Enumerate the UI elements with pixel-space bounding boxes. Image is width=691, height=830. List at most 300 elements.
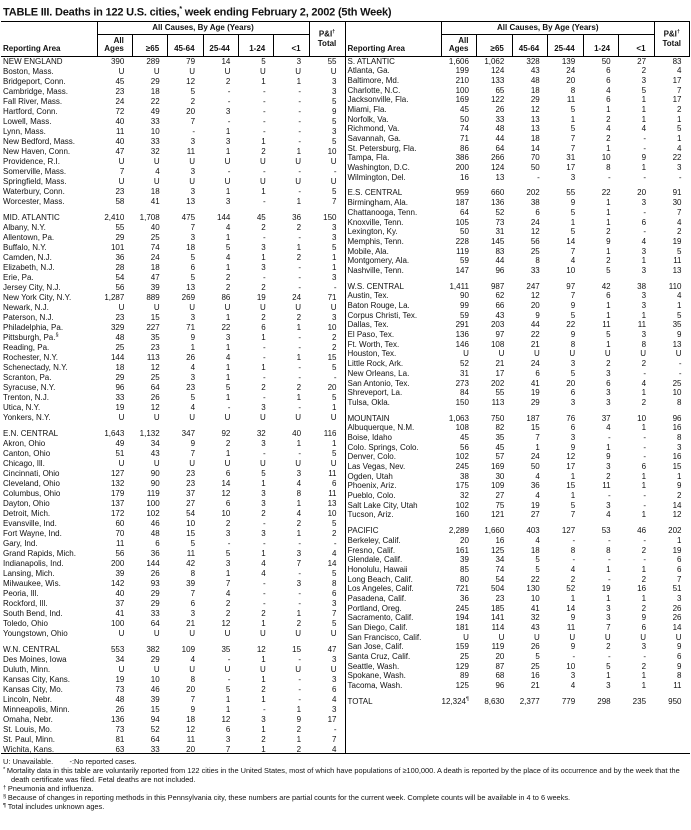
- value-cell: U: [224, 458, 231, 468]
- reporting-area-cell: Colo. Springs, Colo.: [347, 442, 419, 452]
- value-cell: -: [227, 538, 231, 548]
- value-cell: U: [224, 66, 231, 76]
- value-cell: U: [533, 632, 540, 642]
- value-cell: 25: [150, 372, 160, 382]
- value-cell: 5: [570, 207, 576, 217]
- value-cell: -: [607, 432, 611, 442]
- value-cell: 20: [566, 75, 576, 85]
- value-cell: U: [259, 458, 266, 468]
- value-cell: 19: [530, 388, 540, 398]
- value-cell: 1: [261, 674, 266, 684]
- reporting-area-cell: Austin, Tex.: [347, 291, 389, 301]
- value-cell: 2: [225, 438, 231, 448]
- value-cell: 9: [641, 153, 647, 163]
- value-cell: 3: [570, 172, 576, 182]
- value-cell: 159: [455, 642, 469, 652]
- reporting-area-cell: Tucson, Ariz.: [347, 510, 394, 520]
- reporting-area-cell: Des Moines, Iowa: [3, 654, 67, 664]
- value-cell: 45: [115, 76, 125, 86]
- value-cell: 3: [296, 548, 302, 558]
- value-cell: 5: [332, 136, 337, 146]
- value-cell: 1: [606, 442, 611, 452]
- value-cell: 21: [530, 681, 540, 691]
- reporting-area-cell: Montgomery, Ala.: [347, 256, 410, 266]
- value-cell: 1: [261, 724, 266, 734]
- value-cell: 53: [601, 526, 611, 536]
- table-row: [1, 177, 345, 187]
- value-cell: 1,643: [104, 428, 125, 438]
- value-cell: 6: [332, 684, 337, 694]
- value-cell: 108: [490, 339, 505, 349]
- reporting-area-cell: Grand Rapids, Mich.: [3, 548, 76, 558]
- value-cell: U: [189, 412, 196, 422]
- pi-label: P&I: [663, 29, 677, 39]
- value-cell: 50: [460, 114, 469, 124]
- reporting-area-cell: Toledo, Ohio: [3, 618, 48, 628]
- reporting-area-cell: St. Petersburg, Fla.: [347, 143, 417, 153]
- value-cell: 1: [225, 342, 231, 352]
- value-cell: 5: [641, 85, 647, 95]
- value-cell: 50: [530, 163, 540, 173]
- value-cell: 110: [668, 281, 682, 291]
- value-cell: U: [569, 349, 576, 359]
- value-cell: 3: [190, 372, 196, 382]
- col-header-all-ages: All Ages: [97, 35, 132, 57]
- value-cell: 5: [332, 242, 337, 252]
- value-cell: 5: [332, 116, 337, 126]
- value-cell: U: [189, 156, 196, 166]
- value-cell: 96: [495, 265, 505, 275]
- value-cell: 328: [526, 56, 540, 66]
- value-cell: U: [330, 458, 337, 468]
- value-cell: -: [607, 491, 611, 501]
- table-row: [1, 117, 345, 127]
- value-cell: 29: [150, 588, 160, 598]
- value-cell: 5: [190, 392, 196, 402]
- value-cell: 9: [606, 236, 611, 246]
- value-cell: 28: [115, 262, 125, 272]
- value-cell: 44: [530, 320, 540, 330]
- value-cell: 5: [261, 56, 266, 66]
- value-cell: -: [298, 448, 302, 458]
- value-cell: 5: [332, 96, 337, 106]
- value-cell: 29: [115, 372, 125, 382]
- value-cell: 3: [641, 291, 647, 301]
- value-cell: 8: [677, 397, 682, 407]
- value-cell: 6: [606, 95, 611, 105]
- value-cell: 2,410: [104, 212, 125, 222]
- table-row: [1, 745, 345, 753]
- value-cell: 2: [261, 608, 266, 618]
- value-cell: 1: [225, 372, 231, 382]
- value-cell: 13: [186, 282, 196, 292]
- value-cell: 56: [115, 548, 125, 558]
- table-row: [346, 154, 690, 164]
- value-cell: U: [118, 412, 125, 422]
- value-cell: 1: [261, 136, 266, 146]
- reporting-area-cell: Lincoln, Nebr.: [3, 694, 52, 704]
- footnote-marker: ¶: [465, 696, 469, 703]
- value-cell: U: [330, 664, 337, 674]
- table-row: [346, 340, 690, 350]
- table-row: [346, 398, 690, 408]
- value-cell: 200: [455, 163, 469, 173]
- value-cell: 32: [150, 146, 160, 156]
- table-row: [1, 413, 345, 423]
- reporting-area-cell: Fall River, Mass.: [3, 96, 63, 106]
- value-cell: 12: [221, 618, 231, 628]
- section-row: [346, 697, 690, 707]
- value-cell: U: [463, 349, 469, 359]
- table-row: [346, 633, 690, 643]
- value-cell: 5: [225, 382, 231, 392]
- value-cell: 4: [535, 535, 540, 545]
- table-row: [1, 479, 345, 489]
- value-cell: 13: [186, 196, 196, 206]
- table-row: [1, 87, 345, 97]
- value-cell: 2: [641, 603, 647, 613]
- col-header-age-group: All Causes, By Age (Years): [442, 22, 655, 35]
- value-cell: 41: [530, 378, 540, 388]
- value-cell: 2: [296, 744, 302, 753]
- value-cell: U: [295, 664, 302, 674]
- value-cell: 2: [261, 146, 266, 156]
- value-cell: 1: [225, 312, 231, 322]
- value-cell: 20: [186, 106, 196, 116]
- reporting-area-cell: Allentown, Pa.: [3, 232, 55, 242]
- table-row: [1, 665, 345, 675]
- table-row: [1, 629, 345, 639]
- table-row: [346, 546, 690, 556]
- value-cell: 23: [186, 468, 196, 478]
- value-cell: 3: [641, 330, 647, 340]
- col-header-1-24: 1-24: [238, 35, 273, 57]
- value-cell: U: [675, 632, 682, 642]
- value-cell: 2: [641, 359, 647, 369]
- value-cell: 19: [601, 584, 611, 594]
- table-row: [1, 127, 345, 137]
- value-cell: 5: [606, 330, 611, 340]
- value-cell: 29: [530, 397, 540, 407]
- value-cell: 56: [460, 442, 469, 452]
- value-cell: 144: [217, 212, 231, 222]
- value-cell: 31: [495, 227, 505, 237]
- table-row: [1, 263, 345, 273]
- pi-label: P&I: [318, 29, 333, 39]
- table-row: [346, 643, 690, 653]
- reporting-area-cell: Denver, Colo.: [347, 452, 396, 462]
- value-cell: 24: [566, 66, 576, 76]
- value-cell: 35: [221, 644, 231, 654]
- value-cell: U: [604, 632, 611, 642]
- value-cell: U: [330, 412, 337, 422]
- table-row: [1, 489, 345, 499]
- value-cell: 23: [186, 382, 196, 392]
- table-row: [1, 695, 345, 705]
- value-cell: 145: [490, 236, 505, 246]
- col-header-45-64: 45-64: [168, 35, 203, 57]
- value-cell: 11: [116, 538, 125, 548]
- reporting-area-cell: Fort Wayne, Ind.: [3, 528, 62, 538]
- table-row: [346, 237, 690, 247]
- value-cell: 86: [460, 143, 469, 153]
- value-cell: 35: [495, 432, 505, 442]
- value-cell: 185: [490, 603, 505, 613]
- value-cell: 17: [495, 368, 505, 378]
- value-cell: 2: [606, 359, 611, 369]
- value-cell: 3: [332, 654, 337, 664]
- value-cell: 16: [495, 535, 505, 545]
- value-cell: 9: [190, 704, 196, 714]
- reporting-area-cell: Schenectady, N.Y.: [3, 362, 68, 372]
- reporting-area-cell: Memphis, Tenn.: [347, 236, 404, 246]
- footnote: § Because of changes in reporting methods in this Pennsylvania city, these numbers are partial counts for the current week. Complete counts will be available in 4 to 6 weeks.: [3, 792, 571, 802]
- value-cell: 76: [566, 413, 576, 423]
- value-cell: U: [189, 176, 196, 186]
- value-cell: 119: [491, 642, 505, 652]
- value-cell: 11: [673, 681, 682, 691]
- value-cell: 7: [190, 116, 196, 126]
- value-cell: 8: [570, 85, 576, 95]
- value-cell: 7: [677, 574, 682, 584]
- value-cell: 1: [296, 608, 302, 618]
- value-cell: -: [298, 372, 302, 382]
- value-cell: 269: [181, 292, 196, 302]
- table-row: [1, 167, 345, 177]
- value-cell: 7: [296, 558, 302, 568]
- value-cell: 29: [150, 654, 160, 664]
- pi-label-total: Total: [317, 38, 337, 48]
- value-cell: 660: [490, 188, 505, 198]
- value-cell: 18: [530, 545, 540, 555]
- value-cell: U: [224, 664, 231, 674]
- value-cell: -: [298, 166, 302, 176]
- value-cell: 33: [150, 608, 160, 618]
- value-cell: 3: [190, 186, 196, 196]
- reporting-area-cell: Washington, D.C.: [347, 163, 410, 173]
- table-row: [1, 373, 345, 383]
- table-row: [346, 594, 690, 604]
- value-cell: -: [643, 227, 647, 237]
- value-cell: U: [224, 412, 231, 422]
- value-cell: 1: [225, 392, 231, 402]
- table-row: [1, 579, 345, 589]
- value-cell: 3: [677, 593, 682, 603]
- value-cell: 7: [225, 578, 231, 588]
- value-cell: 49: [150, 106, 160, 116]
- value-cell: 52: [150, 724, 160, 734]
- reporting-area-cell: Miami, Fla.: [347, 104, 387, 114]
- value-cell: 40: [115, 588, 125, 598]
- reporting-area-cell: New Bedford, Mass.: [3, 136, 76, 146]
- footnote: U: Unavailable. -:No reported cases.: [3, 756, 137, 766]
- value-cell: 2: [641, 397, 647, 407]
- value-cell: -: [678, 172, 682, 182]
- reporting-area-cell: Corpus Christi, Tex.: [347, 310, 418, 320]
- table-row: [346, 462, 690, 472]
- value-cell: 1: [225, 186, 231, 196]
- table-title-text: TABLE III. Deaths in 122 U.S. cities,: [3, 6, 180, 19]
- value-cell: U: [189, 664, 196, 674]
- value-cell: 4: [641, 378, 647, 388]
- value-cell: -: [263, 392, 266, 402]
- value-cell: 15: [186, 528, 196, 538]
- value-cell: 9: [570, 613, 576, 623]
- value-cell: 29: [530, 95, 540, 105]
- value-cell: 203: [490, 320, 505, 330]
- value-cell: 20: [566, 378, 576, 388]
- value-cell: 24: [115, 96, 125, 106]
- value-cell: 18: [115, 362, 125, 372]
- value-cell: 8: [332, 578, 337, 588]
- reporting-area-cell: Akron, Ohio: [3, 438, 46, 448]
- value-cell: 5: [332, 618, 337, 628]
- value-cell: 3: [570, 671, 576, 681]
- value-cell: -: [227, 654, 231, 664]
- value-cell: 21: [495, 359, 505, 369]
- value-cell: 12: [221, 714, 231, 724]
- value-cell: 1: [641, 471, 647, 481]
- value-cell: 15: [566, 481, 576, 491]
- value-cell: 73: [115, 724, 125, 734]
- value-cell: 99: [460, 301, 469, 310]
- reporting-area-cell: Detroit, Mich.: [3, 508, 51, 518]
- value-cell: -: [607, 574, 611, 584]
- reporting-area-cell: Berkeley, Calif.: [347, 535, 401, 545]
- table-row: [1, 383, 345, 393]
- value-cell: 14: [221, 56, 231, 66]
- value-cell: 72: [115, 106, 125, 116]
- reporting-area-cell: Baltimore, Md.: [347, 75, 400, 85]
- value-cell: 289: [146, 56, 160, 66]
- table-row: [346, 321, 690, 331]
- value-cell: 119: [456, 246, 469, 256]
- table-row: [1, 589, 345, 599]
- value-cell: 14: [672, 623, 682, 632]
- value-cell: 1: [296, 196, 302, 206]
- value-cell: 37: [115, 598, 125, 608]
- value-cell: 7: [570, 134, 576, 143]
- value-cell: 2: [606, 114, 611, 124]
- value-cell: 39: [150, 282, 160, 292]
- value-cell: 889: [146, 292, 160, 302]
- reporting-area-cell: Albuquerque, N.M.: [347, 423, 415, 433]
- reporting-area-cell: Elizabeth, N.J.: [3, 262, 55, 272]
- value-cell: 136: [490, 198, 505, 208]
- value-cell: 987: [490, 281, 505, 291]
- value-cell: 75: [495, 500, 505, 510]
- value-cell: 2: [641, 66, 647, 76]
- table-row: [346, 482, 690, 492]
- value-cell: 2: [606, 227, 611, 237]
- value-cell: 6: [641, 623, 647, 632]
- value-cell: -: [572, 535, 576, 545]
- table-row: [1, 599, 345, 609]
- value-cell: -: [227, 86, 231, 96]
- value-cell: 32: [256, 428, 266, 438]
- value-cell: 1: [296, 734, 302, 744]
- section-row: [1, 213, 345, 223]
- table-row: [1, 157, 345, 167]
- value-cell: -: [263, 578, 266, 588]
- pi-footnote-marker: †: [676, 29, 680, 36]
- value-cell: 17: [672, 95, 682, 105]
- value-cell: 55: [327, 56, 337, 66]
- value-cell: 1: [641, 564, 647, 574]
- table-row: [346, 330, 690, 340]
- value-cell: 59: [460, 310, 469, 320]
- value-cell: 36: [150, 548, 160, 558]
- table-row: [346, 584, 690, 594]
- value-cell: 96: [115, 382, 125, 392]
- value-cell: 4: [225, 222, 231, 232]
- value-cell: 31: [566, 153, 576, 163]
- value-cell: 2: [261, 382, 266, 392]
- reporting-area-cell: MOUNTAIN: [347, 413, 390, 423]
- value-cell: 7: [570, 510, 576, 520]
- value-cell: 2,289: [448, 526, 469, 536]
- value-cell: 21: [530, 339, 540, 349]
- value-cell: -: [643, 500, 647, 510]
- table-row: [346, 536, 690, 546]
- value-cell: 5: [225, 242, 231, 252]
- col-header-25-44: 25-44: [548, 35, 583, 57]
- value-cell: 81: [115, 734, 125, 744]
- value-cell: 17: [672, 75, 682, 85]
- value-cell: 82: [495, 423, 505, 433]
- reporting-area-cell: Los Angeles, Calif.: [347, 584, 414, 594]
- value-cell: -: [263, 126, 266, 136]
- value-cell: 1: [225, 146, 231, 156]
- reporting-area-cell: Cambridge, Mass.: [3, 86, 68, 96]
- reporting-area-cell: Fresno, Calif.: [347, 545, 396, 555]
- value-cell: 7: [190, 222, 196, 232]
- value-cell: 1: [225, 126, 231, 136]
- reporting-area-cell: Lansing, Mich.: [3, 568, 55, 578]
- value-cell: 3: [332, 704, 337, 714]
- value-cell: 142: [110, 578, 125, 588]
- reporting-area-cell: Glendale, Calif.: [347, 555, 403, 565]
- table-row: [1, 353, 345, 363]
- value-cell: 2: [677, 491, 682, 501]
- value-cell: 108: [455, 423, 469, 433]
- value-cell: 7: [332, 734, 337, 744]
- value-cell: 3: [641, 642, 647, 652]
- value-cell: 43: [530, 623, 540, 632]
- value-cell: 19: [256, 292, 266, 302]
- value-cell: 42: [601, 281, 611, 291]
- value-cell: 6: [225, 468, 231, 478]
- col-header-pi-total: [654, 22, 689, 57]
- col-header-all-ages: All Ages: [442, 35, 477, 57]
- reporting-area-cell: Tampa, Fla.: [347, 153, 390, 163]
- value-cell: 4: [190, 402, 196, 412]
- value-cell: U: [295, 458, 302, 468]
- reporting-area-cell: Lynn, Mass.: [3, 126, 46, 136]
- value-cell: 5: [570, 310, 576, 320]
- reporting-area-cell: Little Rock, Ark.: [347, 359, 404, 369]
- table-row: [1, 735, 345, 745]
- value-cell: 22: [601, 188, 611, 198]
- table-row: [1, 715, 345, 725]
- table-left-half: [1, 22, 346, 753]
- table-row: [346, 443, 690, 453]
- value-cell: 38: [530, 198, 540, 208]
- value-cell: 31: [460, 368, 469, 378]
- value-cell: U: [224, 176, 231, 186]
- value-cell: -: [298, 654, 302, 664]
- reporting-area-cell: St. Paul, Minn.: [3, 734, 56, 744]
